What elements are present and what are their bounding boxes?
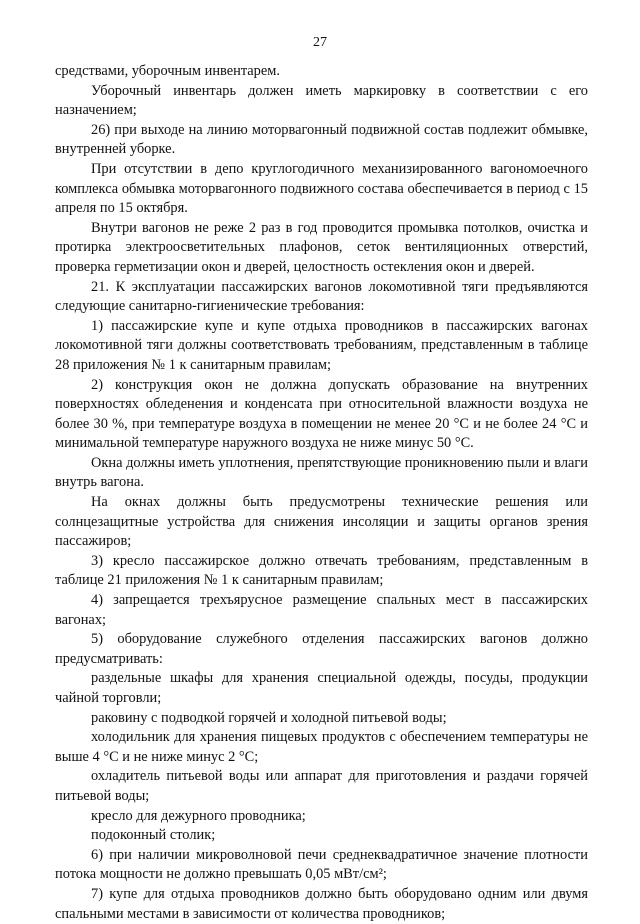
paragraph-continuation: средствами, уборочным инвентарем. <box>55 63 280 79</box>
paragraph-item-7: 7) купе для отдыха проводников должно быть оборудовано одним или двумя спальными местами в зависимости от количества проводников; <box>55 885 588 922</box>
paragraph-inventory-marking: Уборочный инвентарь должен иметь маркировку в соответствии с его назначением; <box>55 82 588 119</box>
paragraph-window-seals: Окна должны иметь уплотнения, препятствующие проникновению пыли и влаги внутрь вагона. <box>55 454 588 491</box>
paragraph-washing-period: При отсутствии в депо круглогодичного механизированного вагономоечного комплекса обмывка моторвагонного подвижного состава обеспечивается в период с 15 апреля по 15 октября. <box>55 160 588 217</box>
paragraph-item-5: 5) оборудование служебного отделения пассажирских вагонов должно предусматривать: <box>55 631 588 667</box>
page-number: 27 <box>313 35 327 50</box>
paragraph-refrigerator: холодильник для хранения пищевых продуктов с обеспечением температуры не выше 4 °С и не ниже минус 2 °С; <box>55 729 588 765</box>
paragraph-water-cooler: охладитель питьевой воды или аппарат для приготовления и раздачи горячей питьевой воды; <box>55 768 588 804</box>
paragraph-section-21: 21. К эксплуатации пассажирских вагонов локомотивной тяги предъявляются следующие санитарно-гигиенические требования: <box>55 278 588 315</box>
paragraph-separate-cabinets: раздельные шкафы для хранения специальной одежды, посуды, продукции чайной торговли; <box>55 670 588 706</box>
paragraph-item-4: 4) запрещается трехъярусное размещение спальных мест в пассажирских вагонах; <box>55 592 588 628</box>
paragraph-item-6: 6) при наличии микроволновой печи среднеквадратичное значение плотности потока мощности не должно превышать 0,05 мВт/см²; <box>55 846 588 883</box>
paragraph-interior-cleaning: Внутри вагонов не реже 2 раз в год проводится промывка потолков, очистка и протирка электроосветительных плафонов, сеток вентиляционных отверстий, проверка герметизации окон и дверей, целостность остекления окон и дверей. <box>55 219 588 275</box>
paragraph-sink: раковину с подводкой горячей и холодной питьевой воды; <box>91 709 447 726</box>
paragraph-window-table: подоконный столик; <box>91 827 216 844</box>
paragraph-item-1: 1) пассажирские купе и купе отдыха проводников в пассажирских вагонах локомотивной тяги должны соответствовать требованиям, представленным в таблице 28 приложения № 1 к санитарным правилам; <box>55 317 588 373</box>
paragraph-item-2: 2) конструкция окон не должна допускать образование на внутренних поверхностях обледенения и конденсата при относительной влажности воздуха не более 30 %, при температуре воздуха в помещении не менее 20 °С и не более 24 °С и минимальной температуре наружного воздуха не ниже минус 50 °С. <box>55 376 588 452</box>
paragraph-window-sun-protection: На окнах должны быть предусмотрены технические решения или солнцезащитные устройства для снижения инсоляции и защиты органов зрения пассажиров; <box>55 494 588 550</box>
paragraph-attendant-chair: кресло для дежурного проводника; <box>91 807 306 824</box>
document-body <box>55 62 588 924</box>
paragraph-item-3: 3) кресло пассажирское должно отвечать требованиям, представленным в таблице 21 приложения № 1 к санитарным правилам; <box>55 552 588 589</box>
paragraph-item-26: 26) при выходе на линию моторвагонный подвижной состав подлежит обмывке, внутренней уборке. <box>55 121 588 158</box>
